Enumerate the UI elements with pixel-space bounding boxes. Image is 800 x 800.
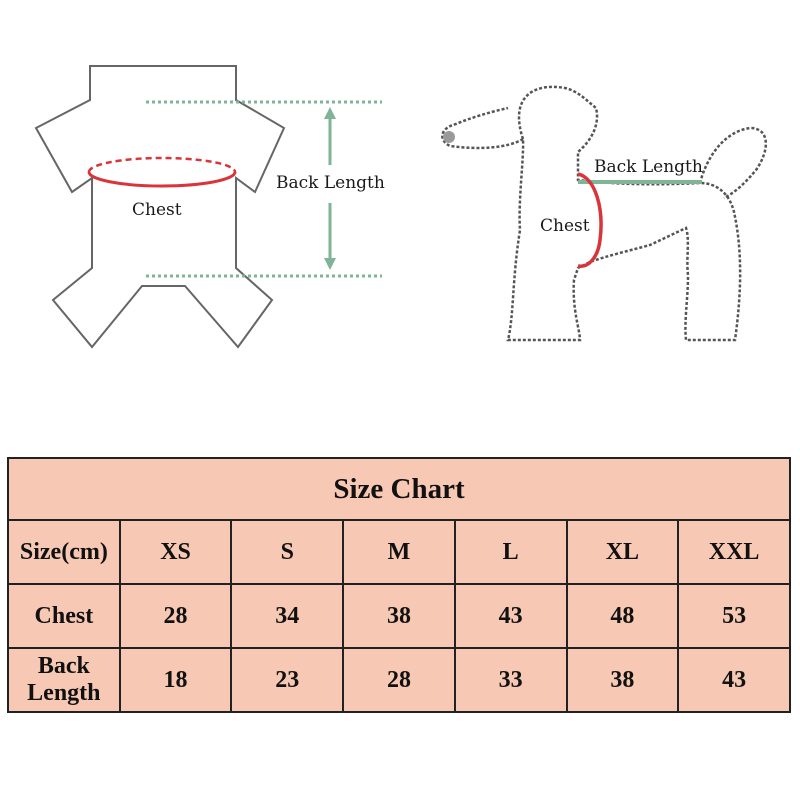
table-header-row [8,520,790,584]
shirt-chest-label: Chest [132,200,182,220]
table-cell: 53 [678,584,790,648]
size-s: S [231,520,343,584]
dog-chest-label: Chest [540,216,590,236]
size-chart-title: Size Chart [8,458,790,520]
table-row-back-length [8,648,790,712]
shirt-diagram [36,66,382,347]
size-xxl: XXL [678,520,790,584]
shirt-back-arrowhead-up [324,107,336,119]
table-cell: 48 [567,584,679,648]
shirt-back-arrowhead-down [324,258,336,270]
table-cell: 28 [120,584,232,648]
table-cell: 33 [455,648,567,712]
dog-face [442,108,523,148]
table-cell: 38 [343,584,455,648]
size-chart-table [7,457,791,713]
row-label-back-length: Back Length [8,648,120,712]
size-l: L [455,520,567,584]
table-cell: 43 [678,648,790,712]
size-m: M [343,520,455,584]
table-cell: 18 [120,648,232,712]
dog-diagram [442,87,766,340]
table-cell: 28 [343,648,455,712]
table-row-chest [8,584,790,648]
table-cell: 38 [567,648,679,712]
table-cell: 34 [231,584,343,648]
dog-nose [443,131,455,143]
table-cell: 43 [455,584,567,648]
size-xl: XL [567,520,679,584]
shirt-back-length-label: Back Length [276,173,385,193]
dog-back-length-label: Back Length [594,157,703,177]
row-label-chest: Chest [8,584,120,648]
table-cell: 23 [231,648,343,712]
size-xs: XS [120,520,232,584]
dog-outline [508,87,740,340]
size-column-label: Size(cm) [8,520,120,584]
